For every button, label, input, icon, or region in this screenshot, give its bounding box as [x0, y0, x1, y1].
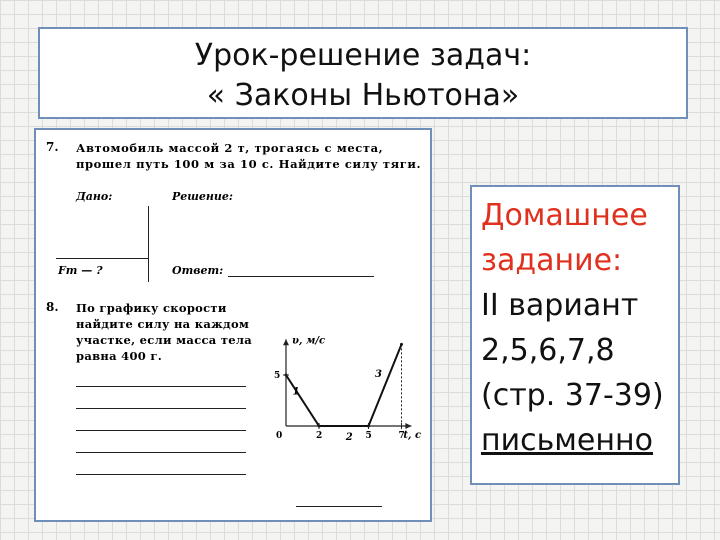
- answer-line: [228, 276, 374, 277]
- answer-line-6: [296, 506, 382, 507]
- homework-title-line-1: Домашнее: [481, 198, 648, 233]
- x-tick-label: 0: [276, 431, 283, 441]
- title-box: [38, 27, 688, 119]
- segment-label: 2: [345, 432, 353, 443]
- given-divider: [148, 206, 149, 282]
- task7-text: Автомобиль массой 2 т, трогаясь с места, прошел путь 100 м за 10 с. Найдите силу тяги.: [76, 141, 422, 171]
- answer-line-2: [76, 408, 246, 409]
- given-label: Дано:: [76, 190, 113, 203]
- y-axis-label: υ, м/с: [292, 335, 326, 347]
- answer-line-4: [76, 452, 246, 453]
- force-label: Fт — ?: [58, 264, 103, 277]
- x-tick-label: 7: [398, 431, 405, 441]
- velocity-line: [286, 344, 402, 426]
- title-line-2: « Законы Ньютона»: [206, 78, 520, 113]
- task7-number: 7.: [46, 140, 59, 154]
- x-axis-label: t, с: [403, 430, 422, 441]
- task8-text: По графику скорости найдите силу на каждом участке, если масса тела равна 400 г.: [76, 301, 253, 363]
- homework-box: [470, 185, 680, 485]
- x-axis-arrow: [405, 423, 411, 429]
- title-line-1: Урок-решение задач:: [194, 38, 532, 73]
- solution-label: Решение:: [172, 190, 233, 203]
- homework-mode: письменно: [481, 423, 653, 458]
- x-tick-label: 5: [365, 431, 372, 441]
- homework-title-line-2: задание:: [481, 243, 623, 278]
- task8-number: 8.: [46, 300, 59, 314]
- task-image: [34, 128, 432, 522]
- x-tick-label: 2: [316, 431, 323, 441]
- velocity-chart: [264, 298, 432, 448]
- answer-line-1: [76, 386, 246, 387]
- segment-label: 3: [375, 369, 382, 381]
- homework-tasks: 2,5,6,7,8: [481, 333, 615, 368]
- data-point: [400, 343, 403, 346]
- answer-line-3: [76, 430, 246, 431]
- homework-pages: (стр. 37-39): [481, 378, 664, 413]
- answer-line-5: [76, 474, 246, 475]
- y-axis-arrow: [283, 339, 289, 345]
- answer-label: Ответ:: [172, 264, 224, 277]
- segment-label: 1: [292, 386, 300, 398]
- homework-variant: II вариант: [481, 288, 639, 323]
- y-tick-label: 5: [274, 371, 281, 381]
- given-separator: [56, 258, 148, 259]
